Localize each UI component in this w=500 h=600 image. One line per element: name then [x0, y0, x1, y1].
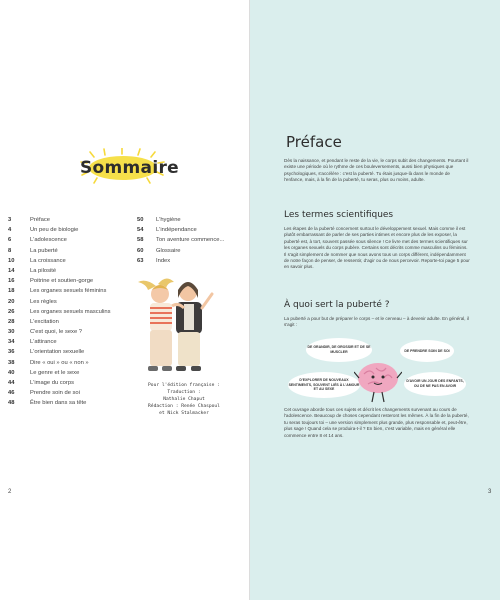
- toc-entry[interactable]: [137, 246, 224, 256]
- toc-label: Dire « oui » ou « non »: [30, 359, 89, 366]
- toc-label: C'est quoi, le sexe ?: [30, 329, 83, 336]
- toc-entry[interactable]: [8, 246, 111, 256]
- section-heading-purpose: À quoi sert la puberté ?: [284, 300, 390, 310]
- toc-label: Un peu de biologie: [30, 227, 79, 234]
- page-number-right: 3: [488, 489, 492, 495]
- toc-entry[interactable]: [8, 347, 111, 357]
- toc-label: L'excitation: [30, 318, 59, 325]
- toc-label: Le genre et le sexe: [30, 369, 80, 376]
- preface-title: Préface: [286, 133, 342, 151]
- toc-page-number: 6: [8, 237, 12, 244]
- credits-line: Nathalie Chaput: [163, 397, 205, 402]
- toc-column-2: [137, 215, 224, 266]
- french-edition-credits: [148, 382, 220, 417]
- toc-page-number: 40: [8, 369, 15, 376]
- toc-label: La pilosité: [30, 267, 57, 274]
- toc-label: L'adolescence: [30, 237, 67, 244]
- toc-entry[interactable]: [8, 286, 111, 296]
- toc-page-number: 4: [8, 227, 12, 234]
- toc-label: Prendre soin de soi: [30, 390, 80, 397]
- toc-label: Les organes sexuels féminins: [30, 288, 107, 295]
- toc-label: L'hygiène: [156, 217, 181, 223]
- toc-page-number: 3: [8, 217, 12, 223]
- toc-entry[interactable]: [137, 225, 224, 235]
- toc-label: Index: [156, 257, 171, 264]
- toc-label: Être bien dans sa tête: [30, 400, 87, 407]
- toc-label: L'attirance: [30, 339, 57, 346]
- toc-entry[interactable]: [8, 398, 111, 408]
- toc-page-number: 34: [8, 339, 15, 346]
- toc-entry[interactable]: [8, 235, 111, 245]
- right-page: [250, 0, 500, 600]
- toc-label: Glossaire: [156, 247, 181, 254]
- toc-page-number: 20: [8, 298, 15, 305]
- toc-entry[interactable]: [8, 215, 111, 225]
- credits-line: et Nick Stalmacker: [159, 411, 209, 416]
- toc-page-number: 60: [137, 247, 144, 254]
- toc-page-number: 26: [8, 308, 15, 315]
- closing-paragraph: Cet ouvrage aborde tous ces sujets et décrit les changements survenant au cours de l'adolescence. Beaucoup de choses cependant resteront les mêmes. À la fin de la puberté, tu seras toujours toi – une version simplement plus grande, plus responsable et, peut-être, plus sage ! Quand cela se produira-t-il ? En bien, c'est variable, mais en général elle commence entre 8 et 14 ans.: [284, 407, 469, 438]
- toc-entry[interactable]: [8, 378, 111, 388]
- purpose-paragraph: La puberté a pour but de préparer le corps – et le cerveau – à devenir adulte. En général, il s'agit :: [284, 316, 469, 328]
- toc-entry[interactable]: [137, 235, 224, 245]
- toc-label: Préface: [30, 217, 50, 223]
- toc-entry[interactable]: [8, 297, 111, 307]
- toc-entry[interactable]: [8, 307, 111, 317]
- toc-entry[interactable]: [8, 317, 111, 327]
- toc-entry[interactable]: [8, 266, 111, 276]
- toc-page-number: 28: [8, 318, 15, 325]
- toc-label: L'orientation sexuelle: [30, 349, 85, 356]
- toc-title: Sommaire: [80, 158, 179, 178]
- toc-entry[interactable]: [8, 368, 111, 378]
- toc-label: La croissance: [30, 257, 66, 264]
- toc-page-number: 30: [8, 329, 15, 336]
- toc-label: L'indépendance: [156, 227, 197, 234]
- intro-paragraph: Dès la naissance, et pendant le reste de la vie, le corps subit des changements. Pourtant il existe une période où le rythme de ces bouleversements, aussi bien physiques que psychologiques, s'accélère : c'est la puberté. Tu étais jusque-là dans le monde de l'enfance, mais, à la fin de la puberté, tu seras, plus ou moins, adulte.: [284, 158, 469, 183]
- toc-page-number: 10: [8, 257, 15, 264]
- speech-bubble: DE GRANDIR, DE GROSSIR ET DE SE MUSCLER: [306, 338, 372, 362]
- toc-entry[interactable]: [8, 276, 111, 286]
- toc-label: Poitrine et soutien-gorge: [30, 278, 94, 285]
- terms-paragraph: Les étapes de la puberté concernent surtout le développement sexuel. Mais comme il est plutôt embarrassant de parler de ses parties intimes et encore plus de les exposer, la puberté est, à tort, souvent passée sous silence ! Ce livre met des termes scientifiques sur les organes sexuels du corps pubère. Certains sont décrits comme masculins ou féminins. Il s'agit simplement de nommer que nous avons tous un corps différent, indépendamment de notre façon de penser, de ressentir, d'agir ou de nous percevoir. Reporte-toi page 5 pour en savoir plus.: [284, 226, 470, 270]
- toc-label: La puberté: [30, 247, 58, 254]
- credits-line: Traduction :: [167, 390, 201, 395]
- toc-entry[interactable]: [8, 337, 111, 347]
- speech-bubble: D'EXPLORER DE NOUVEAUX SENTIMENTS, SOUVENT LIÉS À L'AMOUR ET AU SEXE: [288, 372, 360, 398]
- toc-column-1: [8, 215, 111, 409]
- toc-entry[interactable]: [8, 388, 111, 398]
- teens-illustration: [128, 272, 220, 380]
- toc-page-number: 16: [8, 278, 15, 285]
- toc-label: Ton aventure commence...: [156, 237, 225, 244]
- toc-entry[interactable]: [8, 256, 111, 266]
- toc-label: Les organes sexuels masculins: [30, 308, 111, 315]
- toc-page-number: 36: [8, 349, 15, 356]
- toc-page-number: 38: [8, 359, 15, 366]
- toc-entry[interactable]: [8, 327, 111, 337]
- toc-page-number: 8: [8, 247, 12, 254]
- toc-entry[interactable]: [137, 215, 224, 225]
- toc-entry[interactable]: [137, 256, 224, 266]
- toc-page-number: 14: [8, 267, 15, 274]
- toc-entry[interactable]: [8, 358, 111, 368]
- toc-page-number: 44: [8, 380, 15, 386]
- toc-label: Les règles: [30, 298, 57, 305]
- credits-line: Pour l'édition française :: [148, 383, 220, 388]
- toc-page-number: 54: [137, 227, 144, 234]
- section-heading-terms: Les termes scientifiques: [284, 210, 394, 220]
- brain-character: [354, 356, 402, 404]
- toc-page-number: 46: [8, 390, 15, 397]
- page-number-left: 2: [8, 489, 12, 495]
- toc-label: L'image du corps: [30, 380, 74, 386]
- toc-page-number: 48: [8, 400, 15, 407]
- credits-line: Rédaction : Renée Chaspoul: [148, 404, 220, 409]
- toc-page-number: 63: [137, 257, 144, 264]
- toc-page-number: 18: [8, 288, 15, 295]
- toc-page-number: 50: [137, 217, 144, 223]
- toc-page-number: 58: [137, 237, 144, 244]
- speech-bubble: DE PRENDRE SOIN DE SOI: [400, 340, 454, 362]
- speech-bubble: D'AVOIR UN JOUR DES ENFANTS, OU DE NE PAS EN AVOIR: [404, 372, 466, 396]
- toc-entry[interactable]: [8, 225, 111, 235]
